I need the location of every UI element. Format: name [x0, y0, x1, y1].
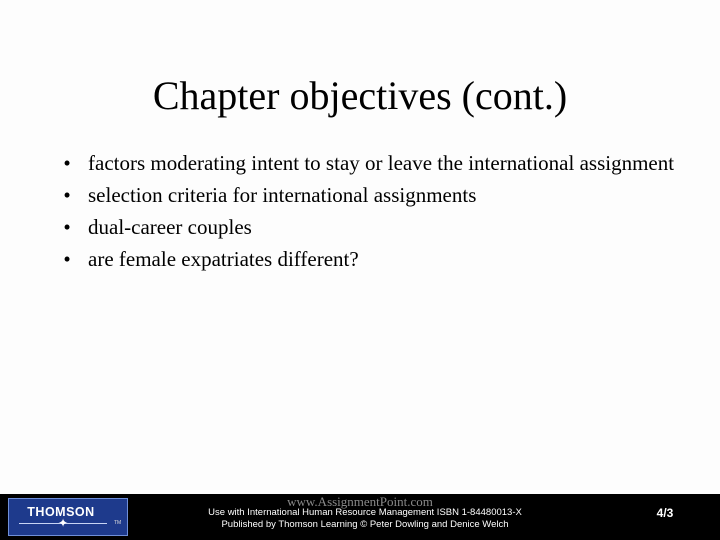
- bullet-text: dual-career couples: [88, 215, 252, 239]
- logo-text: THOMSON: [27, 505, 95, 519]
- star-icon: ✦: [57, 516, 69, 530]
- bullet-text: are female expatriates different?: [88, 247, 359, 271]
- page-number: 4/3: [656, 506, 674, 520]
- footer-publisher-line: Published by Thomson Learning © Peter Dowling and Denice Welch: [221, 519, 509, 530]
- bullet-item: [58, 214, 678, 240]
- thomson-logo: [8, 498, 128, 536]
- bullet-item: [58, 246, 678, 272]
- slide-footer: [0, 494, 720, 540]
- bullet-marker: •: [63, 183, 71, 207]
- bullet-item: [58, 182, 678, 208]
- bullet-list: [58, 150, 678, 278]
- logo-trademark: TM: [114, 520, 122, 526]
- bullet-item: [58, 150, 678, 176]
- bullet-marker: •: [63, 151, 71, 175]
- slide-title: Chapter objectives (cont.): [152, 73, 568, 118]
- bullet-text: factors moderating intent to stay or leave the international assignment: [88, 151, 675, 175]
- bullet-marker: •: [63, 247, 71, 271]
- bullet-marker: •: [63, 215, 71, 239]
- bullet-text: selection criteria for international assignments: [88, 183, 477, 207]
- footer-isbn-line: Use with International Human Resource Management ISBN 1-84480013-X: [208, 507, 522, 518]
- watermark: www.AssignmentPoint.com: [287, 494, 433, 509]
